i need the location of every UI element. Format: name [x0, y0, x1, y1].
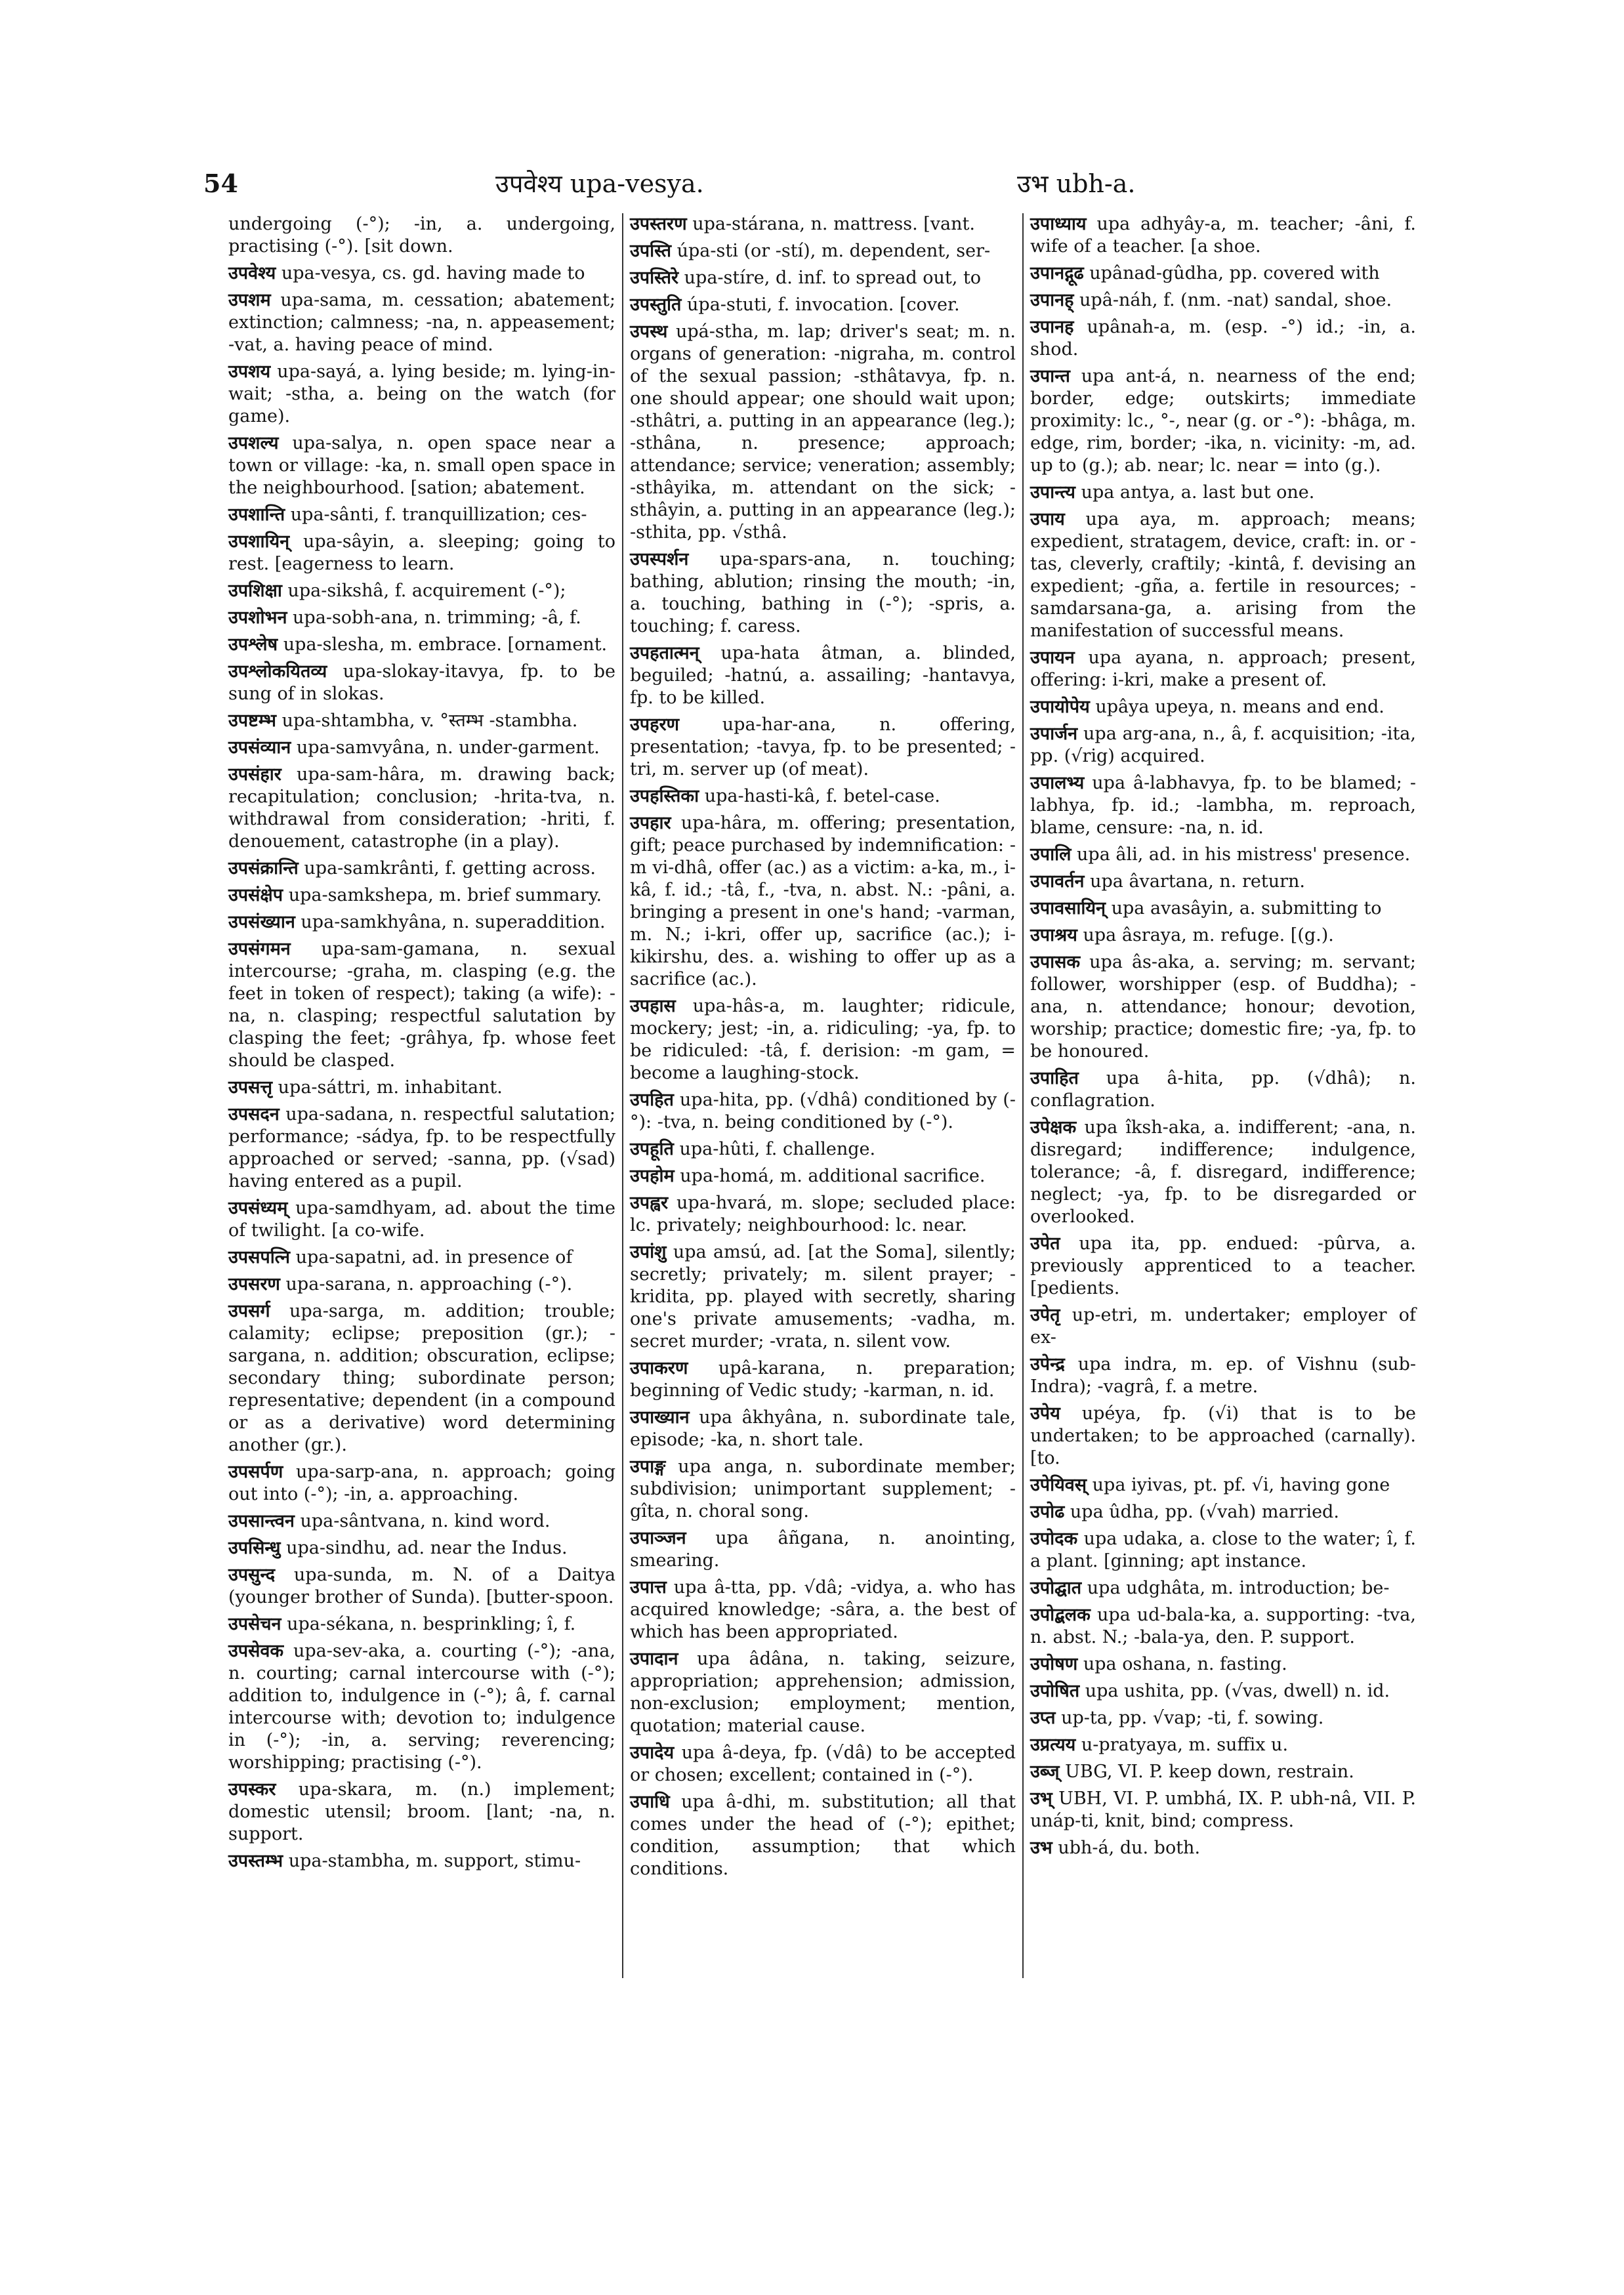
dictionary-entry — [228, 1537, 615, 1560]
entry-headword: उपालि — [1030, 844, 1072, 865]
entry-headword: उपाधि — [630, 1792, 670, 1812]
dictionary-entry — [1030, 924, 1416, 947]
column-2 — [622, 213, 1022, 1978]
dictionary-columns — [222, 213, 1424, 1978]
dictionary-entry — [630, 812, 1016, 991]
entry-headword: उपाकरण — [630, 1358, 688, 1378]
dictionary-entry — [228, 1300, 615, 1457]
dictionary-entry — [228, 1850, 615, 1872]
entry-headword: उपहतात्मन् — [630, 643, 699, 663]
page-number: 54 — [203, 169, 238, 198]
entry-headword: उपोदक — [1030, 1529, 1078, 1549]
entry-headword: उपायोपेय — [1030, 697, 1090, 717]
dictionary-entry — [1030, 1117, 1416, 1228]
entry-definition: upa âdâna, n. taking, seizure, appropriation; apprehension; admission, non-exclusion; employment; mention, quotation; material cause. — [630, 1649, 1016, 1736]
entry-definition: upa-homá, m. additional sacrifice. — [680, 1166, 986, 1186]
entry-definition: upa âli, ad. in his mistress' presence. — [1077, 844, 1411, 865]
dictionary-entry — [630, 1138, 1016, 1161]
dictionary-entry — [1030, 316, 1416, 361]
entry-definition: upa-sindhu, ad. near the Indus. — [286, 1538, 568, 1558]
entry-definition: upa-hâs-a, m. laughter; ridicule, mockery; jest; -in, a. ridiculing; -ya, fp. to be ridiculed: -tâ, f. derision: -m gam, = become a laughing-stock. — [630, 996, 1016, 1083]
entry-definition: upa-slesha, m. embrace. [ornament. — [283, 634, 608, 655]
entry-headword: उपांशु — [630, 1242, 667, 1262]
entry-definition: ubh-á, du. both. — [1058, 1838, 1201, 1858]
entry-definition: upâya upeya, n. means and end. — [1095, 697, 1385, 717]
entry-definition: upa-salya, n. open space near a town or village: -ka, n. small open space in the neighbourhood. [sation; abatement. — [228, 433, 615, 498]
dictionary-entry — [228, 1077, 615, 1099]
entry-headword: उपेयिवस् — [1030, 1475, 1087, 1495]
entry-headword: उपाङ्ग — [630, 1457, 666, 1477]
entry-definition: upa adhyây-a, m. teacher; -âni, f. wife of a teacher. [a shoe. — [1030, 214, 1416, 257]
entry-definition: upa âs-aka, a. serving; m. servant; follower, worshipper (esp. of Buddha); -ana, n. attendance; honour; devotion, worship; practice; domestic fire; -ya, fp. to be honoured. — [1030, 952, 1416, 1062]
entry-headword: उपस्तम्भ — [228, 1851, 283, 1871]
dictionary-entry — [1030, 772, 1416, 839]
entry-definition: upa-shtambha, v. °स्तम्भ -stambha. — [281, 711, 578, 731]
entry-headword: उपाहित — [1030, 1068, 1079, 1088]
entry-definition: up-ta, pp. √vap; -ti, f. sowing. — [1061, 1708, 1324, 1728]
dictionary-entry — [1030, 1604, 1416, 1649]
entry-definition: upa-sev-aka, a. courting (-°); -ana, n. courting; carnal intercourse with (-°); addition to, indulgence in (-°); â, f. carnal intercourse with; devotion to; indulgence in (-°); -in, a. serving; reverencing; worshipping; practising (-°). — [228, 1641, 615, 1773]
entry-headword: उपस्थ — [630, 321, 668, 342]
dictionary-entry — [228, 1640, 615, 1774]
entry-definition: upa-samkshepa, m. brief summary. — [288, 885, 602, 905]
dictionary-entry — [228, 1273, 615, 1296]
entry-headword: उपेन्द्र — [1030, 1354, 1065, 1375]
dictionary-entry — [630, 1648, 1016, 1737]
entry-headword: उपहास — [630, 996, 676, 1016]
entry-definition: upa-sâyin, a. sleeping; going to rest. [eagerness to learn. — [228, 531, 615, 574]
entry-definition: upa-skara, m. (n.) implement; domestic utensil; broom. [lant; -na, n. support. — [228, 1779, 615, 1844]
dictionary-entry — [1030, 871, 1416, 893]
entry-definition: undergoing (-°); -in, a. undergoing, practising (-°). [sit down. — [228, 214, 615, 257]
entry-definition: upa-hita, pp. (√dhâ) conditioned by (-°): -tva, n. being conditioned by (-°). — [630, 1090, 1016, 1132]
entry-headword: उपवेश्य — [228, 263, 276, 283]
dictionary-entry — [1030, 1707, 1416, 1729]
dictionary-entry — [630, 267, 1016, 289]
dictionary-entry — [1030, 1501, 1416, 1523]
dictionary-entry — [1030, 1680, 1416, 1703]
dictionary-entry — [1030, 1403, 1416, 1470]
dictionary-entry — [630, 1165, 1016, 1188]
entry-definition: upa-hasti-kâ, f. betel-case. — [704, 786, 940, 806]
dictionary-entry — [1030, 1474, 1416, 1497]
entry-headword: उपसपत्नि — [228, 1247, 290, 1268]
entry-headword: उभ — [1030, 1838, 1052, 1858]
dictionary-entry — [228, 764, 615, 853]
right-running-head: उभ ubh-a. — [1017, 169, 1136, 198]
entry-definition: upa amsú, ad. [at the Soma], silently; secretly; privately; m. silent prayer; -kridita, pp. played with secretly, sharing one's private amusements; -vadha, m. secret murder; -vrata, n. silent vow. — [630, 1242, 1016, 1352]
dictionary-entry — [1030, 1577, 1416, 1600]
entry-headword: उभ् — [1030, 1788, 1052, 1809]
entry-headword: उपाय — [1030, 509, 1065, 529]
entry-headword: उपस्कर — [228, 1779, 276, 1800]
entry-definition: upa-hata âtman, a. blinded, beguiled; -hatnú, a. assailing; -hantavya, fp. to be killed. — [630, 643, 1016, 708]
entry-headword: उपस्तुति — [630, 295, 682, 315]
entry-headword: उपेक्षक — [1030, 1117, 1077, 1138]
entry-definition: upa iyivas, pt. pf. √i, having gone — [1092, 1475, 1390, 1495]
entry-headword: उप्रत्यय — [1030, 1735, 1076, 1755]
dictionary-entry — [630, 1407, 1016, 1451]
entry-headword: उपेत — [1030, 1233, 1060, 1254]
dictionary-entry — [1030, 723, 1416, 768]
dictionary-entry — [1030, 482, 1416, 504]
entry-headword: उपश्लोकयितव्य — [228, 661, 327, 682]
dictionary-entry — [630, 321, 1016, 544]
entry-definition: upa-sikshâ, f. acquirement (-°); — [287, 581, 566, 601]
entry-definition: upa ushita, pp. (√vas, dwell) n. id. — [1085, 1681, 1390, 1701]
entry-headword: उपशायिन् — [228, 531, 290, 552]
entry-headword: उपसंक्रान्ति — [228, 858, 299, 879]
dictionary-entry — [228, 661, 615, 705]
entry-definition: upa-vesya, cs. gd. having made to — [281, 263, 585, 283]
entry-definition: upa-stíre, d. inf. to spread out, to — [684, 268, 982, 288]
dictionary-entry — [630, 785, 1016, 808]
entry-definition: upa-sáttri, m. inhabitant. — [278, 1077, 503, 1098]
dictionary-entry — [228, 289, 615, 356]
entry-definition: upa arg-ana, n., â, f. acquisition; -ita, pp. (√rig) acquired. — [1030, 724, 1416, 766]
entry-headword: उपोद्बलक — [1030, 1605, 1091, 1625]
entry-headword: उपसंव्यान — [228, 737, 291, 758]
entry-headword: उपस्तरण — [630, 214, 687, 234]
entry-definition: upa-sam-gamana, n. sexual intercourse; -graha, m. clasping (e.g. the feet in token of respect); taking (a wife): -na, n. clasping; respectful salutation by clasping the feet; -grâhya, fp. whose feet should be clasped. — [228, 939, 615, 1071]
entry-definition: upa antya, a. last but one. — [1081, 482, 1315, 503]
dictionary-entry — [228, 737, 615, 759]
dictionary-entry — [228, 580, 615, 602]
dictionary-entry — [1030, 647, 1416, 692]
entry-headword: उपाञ्जन — [630, 1528, 686, 1548]
entry-headword: उपशिक्षा — [228, 581, 282, 601]
entry-headword: उपानह् — [1030, 290, 1074, 310]
entry-definition: upâ-náh, f. (nm. -nat) sandal, shoe. — [1079, 290, 1392, 310]
entry-definition: upa-sarga, m. addition; trouble; calamity; eclipse; preposition (gr.); -sargana, n. addition; obscuration, eclipse; secondary thing; subordinate person; representative; dependent (in a compound or as a derivative) word determining another (gr.). — [228, 1301, 615, 1455]
dictionary-entry — [228, 531, 615, 575]
entry-headword: उपालभ्य — [1030, 773, 1085, 793]
dictionary-entry — [228, 504, 615, 526]
entry-definition: upâ-karana, n. preparation; beginning of Vedic study; -karman, n. id. — [630, 1358, 1016, 1401]
entry-headword: उपसदन — [228, 1104, 280, 1125]
column-3 — [1022, 213, 1423, 1978]
dictionary-entry — [630, 294, 1016, 316]
entry-definition: upa ita, pp. endued: -pûrva, a. previously apprenticed to a teacher. [pedients. — [1030, 1233, 1416, 1298]
entry-definition: u-pratyaya, m. suffix u. — [1081, 1735, 1289, 1755]
entry-definition: upa-hâra, m. offering; presentation, gift; peace purchased by indemnification: -m vi-dhâ, offer (ac.) as a victim: a-ka, m., i-kâ, f. id.; -tâ, f., -tva, n. abst. N.: -pâni, a. bringing a present in one's hand; -varman, m. N.; i-kri, offer up, sacrifice (ac.); i-kikirshu, des. a. wishing to offer up as a sacrifice (ac.). — [630, 813, 1016, 989]
entry-definition: upa âvartana, n. return. — [1090, 871, 1305, 892]
dictionary-entry — [630, 1742, 1016, 1787]
entry-headword: उपाख्यान — [630, 1407, 690, 1428]
entry-definition: upa-samdhyam, ad. about the time of twilight. [a co-wife. — [228, 1198, 615, 1241]
entry-headword: उपादान — [630, 1649, 678, 1669]
entry-definition: upa-sama, m. cessation; abatement; extinction; calmness; -na, n. appeasement; -vat, a. having peace of mind. — [228, 290, 615, 355]
entry-headword: उपसंहार — [228, 764, 281, 785]
entry-definition: upânah-a, m. (esp. -°) id.; -in, a. shod. — [1030, 317, 1416, 360]
dictionary-entry — [228, 607, 615, 629]
entry-definition: upa-samkrânti, f. getting across. — [304, 858, 596, 879]
dictionary-entry — [1030, 1354, 1416, 1398]
entry-definition: upa udghâta, m. introduction; be- — [1087, 1578, 1390, 1598]
entry-definition: upa âñgana, n. anointing, smearing. — [630, 1528, 1016, 1571]
dictionary-entry — [228, 1247, 615, 1269]
entry-definition: upa-sarana, n. approaching (-°). — [285, 1274, 573, 1294]
dictionary-entry — [630, 1791, 1016, 1880]
entry-definition: upa-stambha, m. support, stimu- — [288, 1851, 581, 1871]
entry-headword: उपान्त्य — [1030, 482, 1075, 503]
entry-definition: UBG, VI. P. keep down, restrain. — [1065, 1762, 1354, 1782]
entry-definition: upa-sarp-ana, n. approach; going out into (-°); -in, a. approaching. — [228, 1462, 615, 1504]
dictionary-entry — [228, 938, 615, 1072]
entry-headword: उपासक — [1030, 952, 1081, 972]
entry-definition: upa â-labhavya, fp. to be blamed; -labhya, fp. id.; -lambha, m. reproach, blame, censure: -na, n. id. — [1030, 773, 1416, 838]
entry-headword: उपसर्पण — [228, 1462, 283, 1482]
entry-definition: upa ayana, n. approach; present, offering: i-kri, make a present of. — [1030, 648, 1416, 690]
entry-definition: upa-samvyâna, n. under-garment. — [296, 737, 600, 758]
entry-headword: उपशोभन — [228, 608, 287, 628]
dictionary-entry — [228, 361, 615, 428]
dictionary-entry — [630, 1241, 1016, 1353]
dictionary-entry — [630, 1527, 1016, 1572]
dictionary-entry — [1030, 508, 1416, 642]
entry-definition: upa-har-ana, n. offering, presentation; -tavya, fp. to be presented; -tri, m. server up (of meat). — [630, 714, 1016, 779]
dictionary-entry — [1030, 951, 1416, 1063]
entry-headword: उपसंध्यम् — [228, 1198, 288, 1218]
entry-headword: उपोषित — [1030, 1681, 1080, 1701]
entry-headword: उपस्ति — [630, 241, 672, 261]
dictionary-entry — [1030, 898, 1416, 920]
entry-headword: उपहूति — [630, 1139, 674, 1159]
dictionary-entry — [228, 1510, 615, 1533]
dictionary-entry — [1030, 289, 1416, 312]
dictionary-entry — [1030, 1653, 1416, 1676]
entry-definition: upa indra, m. ep. of Vishnu (sub-Indra); -vagrâ, f. a metre. — [1030, 1354, 1416, 1397]
entry-definition: úpa-sti (or -stí), m. dependent, ser- — [677, 241, 991, 261]
entry-definition: upa-samkhyâna, n. superaddition. — [301, 912, 606, 932]
entry-definition: upa-sânti, f. tranquillization; ces- — [290, 505, 587, 525]
entry-headword: उपोढ — [1030, 1502, 1065, 1522]
entry-definition: upa ûdha, pp. (√vah) married. — [1070, 1502, 1339, 1522]
dictionary-entry — [228, 432, 615, 499]
entry-headword: उपसंक्षेप — [228, 885, 283, 905]
dictionary-entry — [630, 1089, 1016, 1134]
entry-headword: उपश्लेष — [228, 634, 278, 655]
entry-definition: upa-sunda, m. N. of a Daitya (younger brother of Sunda). [butter-spoon. — [228, 1565, 615, 1607]
column-1 — [222, 213, 622, 1978]
dictionary-entry — [1030, 1837, 1416, 1859]
entry-headword: उपोषण — [1030, 1654, 1078, 1674]
entry-headword: उपहार — [630, 813, 671, 833]
entry-headword: उपानह — [1030, 317, 1074, 337]
dictionary-entry — [228, 710, 615, 732]
entry-headword: उप्त — [1030, 1708, 1056, 1728]
entry-definition: upa-slokay-itavya, fp. to be sung of in slokas. — [228, 661, 615, 704]
dictionary-entry — [228, 858, 615, 880]
dictionary-entry — [228, 262, 615, 285]
entry-definition: upa â-deya, fp. (√dâ) to be accepted or chosen; excellent; contained in (-°). — [630, 1743, 1016, 1785]
entry-definition: upa-sadana, n. respectful salutation; performance; -sádya, fp. to be respectfully approached or served; -sanna, pp. (√sad) having entered as a pupil. — [228, 1104, 615, 1191]
entry-definition: upa-hvará, m. slope; secluded place: lc. privately; neighbourhood: lc. near. — [630, 1193, 1016, 1235]
entry-headword: उपार्जन — [1030, 724, 1078, 744]
entry-definition: upa-spars-ana, n. touching; bathing, ablution; rinsing the mouth; -in, a. touching, bathing in (-°); -spris, a. touching; f. caress. — [630, 549, 1016, 636]
entry-headword: उपसंगमन — [228, 939, 291, 959]
entry-headword: उपात्त — [630, 1577, 667, 1598]
entry-definition: upa anga, n. subordinate member; subdivision; unimportant supplement; -gîta, n. choral song. — [630, 1457, 1016, 1521]
dictionary-entry — [1030, 1304, 1416, 1349]
dictionary-entry — [1030, 1528, 1416, 1573]
entry-definition: úpa-stuti, f. invocation. [cover. — [687, 295, 960, 315]
entry-headword: उपसत्तृ — [228, 1077, 273, 1098]
dictionary-entry — [1030, 1233, 1416, 1300]
dictionary-entry — [1030, 1734, 1416, 1756]
entry-definition: upa â-tta, pp. √dâ; -vidya, a. who has acquired knowledge; -sâra, a. the best of which has been appropriated. — [630, 1577, 1016, 1642]
dictionary-entry — [630, 642, 1016, 709]
entry-definition: upa-sam-hâra, m. drawing back; recapitulation; conclusion; -hrita-tva, n. withdrawal from consideration; -hriti, f. denouement, catastrophe (in a play). — [228, 764, 615, 852]
entry-headword: उपानद्गूढ — [1030, 263, 1084, 283]
entry-definition: upa-sobh-ana, n. trimming; -â, f. — [293, 608, 581, 628]
entry-headword: उपेय — [1030, 1403, 1060, 1424]
dictionary-entry — [1030, 844, 1416, 866]
dictionary-entry — [1030, 365, 1416, 477]
dictionary-entry — [630, 240, 1016, 262]
dictionary-entry — [630, 1456, 1016, 1523]
dictionary-entry — [1030, 1761, 1416, 1783]
entry-headword: उपसुन्द — [228, 1565, 276, 1585]
entry-definition: upá-stha, m. lap; driver's seat; m. n. organs of generation: -nigraha, m. control of the sexual passion; -sthâtavya, fp. n. one should appear; one should wait upon; -sthâtri, a. putting in an appearance (leg.); -sthâna, n. presence; approach; attendance; service; veneration; assembly; -sthâyika, m. attendant on the sick; -sthâyin, a. putting in an appearance (leg.); -sthita, pp. √sthâ. — [630, 321, 1016, 543]
dictionary-entry — [228, 213, 615, 258]
dictionary-entry — [228, 1104, 615, 1193]
entry-headword: उपोद्घात — [1030, 1578, 1082, 1598]
entry-definition: upa ud-bala-ka, a. supporting: -tva, n. abst. N.; -bala-ya, den. P. support. — [1030, 1605, 1416, 1647]
dictionary-entry — [1030, 1067, 1416, 1112]
dictionary-entry — [228, 1779, 615, 1846]
entry-definition: upa â-hita, pp. (√dhâ); n. conflagration. — [1030, 1068, 1416, 1111]
entry-definition: upa avasâyin, a. submitting to — [1111, 898, 1382, 919]
dictionary-entry — [228, 634, 615, 656]
entry-headword: उपहोम — [630, 1166, 675, 1186]
entry-headword: उब्ज् — [1030, 1762, 1060, 1782]
dictionary-entry — [630, 213, 1016, 236]
entry-headword: उपस्तिरे — [630, 268, 679, 288]
entry-headword: उपसान्त्वन — [228, 1511, 295, 1531]
entry-definition: upa-sékana, n. besprinkling; î, f. — [287, 1614, 576, 1634]
entry-definition: upa-sântvana, n. kind word. — [300, 1511, 551, 1531]
entry-headword: उपस्पर्शन — [630, 549, 689, 569]
dictionary-entry — [1030, 213, 1416, 258]
dictionary-entry — [630, 1192, 1016, 1237]
dictionary-entry — [228, 1197, 615, 1242]
entry-headword: उपेतृ — [1030, 1305, 1060, 1325]
entry-headword: उपहरण — [630, 714, 680, 735]
entry-headword: उपावसायिन् — [1030, 898, 1106, 919]
entry-definition: upa-stárana, n. mattress. [vant. — [692, 214, 975, 234]
entry-definition: up-etri, m. undertaker; employer of ex- — [1030, 1305, 1416, 1348]
entry-definition: upa aya, m. approach; means; expedient, stratagem, device, craft: in. or -tas, cleverly, craftily; -kintâ, f. devising an expedient; -gña, a. fertile in resources; -samdarsana-ga, a. arising from the manifestation of successful means. — [1030, 509, 1416, 641]
entry-headword: उपान्त — [1030, 366, 1070, 386]
entry-headword: उपाश्रय — [1030, 925, 1077, 945]
page-header — [203, 164, 1161, 203]
entry-headword: उपशय — [228, 362, 271, 382]
entry-headword: उपाध्याय — [1030, 214, 1087, 234]
entry-headword: उपहस्तिका — [630, 786, 699, 806]
dictionary-entry — [228, 1613, 615, 1636]
entry-headword: उपहित — [630, 1090, 674, 1110]
entry-definition: upa udaka, a. close to the water; î, f. a plant. [ginning; apt instance. — [1030, 1529, 1416, 1571]
entry-headword: उपशम — [228, 290, 271, 310]
dictionary-entry — [228, 884, 615, 907]
entry-definition: upa-sapatni, ad. in presence of — [295, 1247, 573, 1268]
entry-definition: upa âkhyâna, n. subordinate tale, episode; -ka, n. short tale. — [630, 1407, 1016, 1450]
entry-headword: उपशल्य — [228, 433, 279, 453]
entry-headword: उपसिन्धु — [228, 1538, 281, 1558]
entry-definition: upa âsraya, m. refuge. [(g.). — [1083, 925, 1334, 945]
entry-headword: उपशान्ति — [228, 505, 285, 525]
dictionary-entry — [228, 1564, 615, 1609]
dictionary-entry — [630, 548, 1016, 638]
dictionary-entry — [228, 1461, 615, 1506]
entry-definition: UBH, VI. P. umbhá, IX. P. ubh-nâ, VII. P. unáp-ti, knit, bind; compress. — [1030, 1788, 1416, 1831]
dictionary-entry — [1030, 696, 1416, 718]
entry-headword: उपावर्तन — [1030, 871, 1085, 892]
entry-definition: upa ant-á, n. nearness of the end; border, edge; outskirts; immediate proximity: lc., °-, near (g. or -°): -bhâga, m. edge, rim, border; -ika, n. vicinity: -m, ad. up to (g.); ab. near; lc. near = into (g.). — [1030, 366, 1416, 476]
dictionary-entry — [630, 1577, 1016, 1644]
entry-headword: उपष्टम्भ — [228, 711, 276, 731]
entry-headword: उपह्वर — [630, 1193, 668, 1213]
dictionary-entry — [630, 995, 1016, 1085]
entry-headword: उपसंख्यान — [228, 912, 295, 932]
dictionary-entry — [228, 911, 615, 934]
entry-definition: upa oshana, n. fasting. — [1083, 1654, 1287, 1674]
entry-definition: upa â-dhi, m. substitution; all that comes under the head of (-°); epithet; condition, assumption; that which conditions. — [630, 1792, 1016, 1879]
entry-definition: upa îksh-aka, a. indifferent; -ana, n. disregard; indifference; indulgence, tolerance; -â, f. disregard, indifference; neglect; -ya, fp. to be disregarded or overlooked. — [1030, 1117, 1416, 1227]
entry-headword: उपसेवक — [228, 1641, 284, 1661]
entry-definition: upânad-gûdha, pp. covered with — [1089, 263, 1380, 283]
entry-headword: उपसेचन — [228, 1614, 281, 1634]
entry-definition: upéya, fp. (√i) that is to be undertaken; to be approached (carnally). [to. — [1030, 1403, 1416, 1468]
dictionary-entry — [1030, 1788, 1416, 1832]
entry-definition: upa-hûti, f. challenge. — [679, 1139, 876, 1159]
dictionary-entry — [630, 1357, 1016, 1402]
dictionary-entry — [630, 714, 1016, 781]
left-running-head: उपवेश्य upa-vesya. — [495, 169, 704, 198]
dictionary-entry — [1030, 262, 1416, 285]
entry-headword: उपादेय — [630, 1743, 675, 1763]
entry-definition: upa-sayá, a. lying beside; m. lying-in-wait; -stha, a. being on the watch (for game). — [228, 362, 615, 426]
entry-headword: उपायन — [1030, 648, 1075, 668]
entry-headword: उपसर्ग — [228, 1301, 270, 1321]
entry-headword: उपसरण — [228, 1274, 280, 1294]
